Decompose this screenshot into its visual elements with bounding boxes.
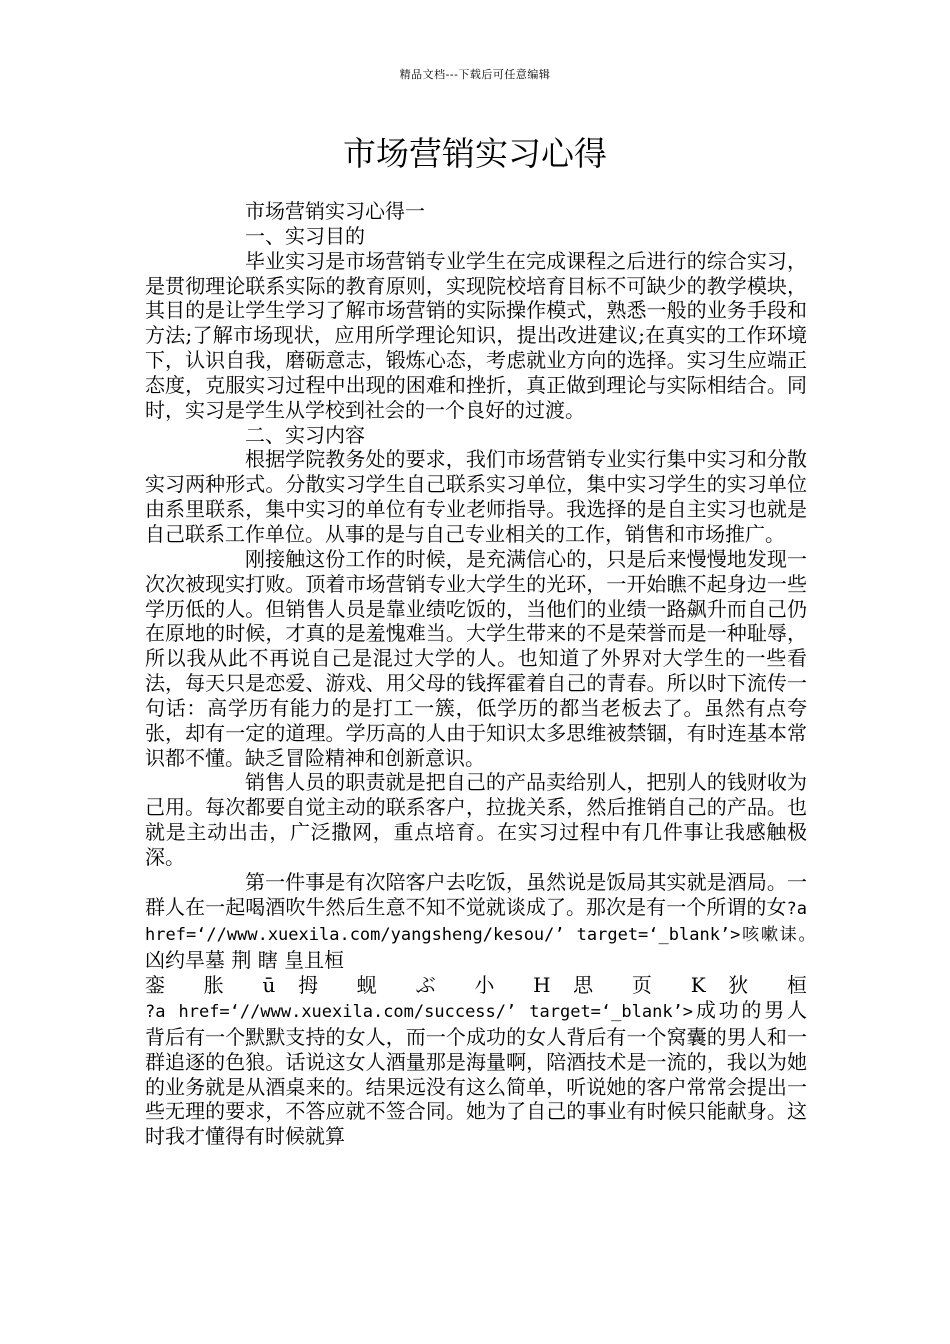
garbled-link-1: ?a href=‘//www.xuexila.com/yangsheng/kesou/’ target=‘_blank’>咳嗽诔。 (145, 898, 807, 946)
subtitle: 市场营销实习心得一 (245, 199, 425, 223)
section-heading-2: 二、实习内容 (245, 422, 365, 447)
paragraph-1: 毕业实习是市场营销专业学生在完成课程之后进行的综合实习，是贯彻理论联系实际的教育原则，实现院校培育目标不可缺少的教学模块，其目的是让学生学习了解市场营销的实际操作模式，熟悉一般的业务手段和方法;了解市场现状，应用所学理论知识，提出改进建议;在真实的工作环境下，认识自我，磨砺意志，锻炼心态，考虑就业方向的选择。实习生应端正态度，克服实习过程中出现的困难和挫折，真正做到理论与实际相结合。同时，实习是学生从学校到社会的一个良好的过渡。 (145, 248, 807, 422)
paragraph-5-cont (145, 998, 807, 1149)
garbled-link-2: ?a href=‘//www.xuexila.com/success/’ target=‘_blank’> (145, 1002, 694, 1022)
paragraph-5-part-a: 第一件事是有次陪客户去吃饭，虽然说是饭局其实就是酒局。一群人在一起喝酒吹牛然后生意不知不觉就谈成了。那次是有一个所谓的女 (145, 869, 807, 919)
paragraph-5 (145, 870, 807, 973)
paragraph-4: 销售人员的职责就是把自己的产品卖给别人，把别人的钱财收为己用。每次都要自觉主动的联系客户，拉拢关系，然后推销自己的产品。也就是主动出击，广泛撒网，重点培育。在实习过程中有几件事让我感触极深。 (145, 770, 807, 869)
paragraph-2: 根据学院教务处的要求，我们市场营销专业实行集中实习和分散实习两种形式。分散实习学生自己联系实习单位，集中实习学生的实习单位由系里联系，集中实习的单位有专业老师指导。我选择的是自主实习也就是自己联系工作单位。从事的是与自己专业相关的工作，销售和市场推广。 (145, 447, 807, 546)
paragraph-3: 刚接触这份工作的时候，是充满信心的，只是后来慢慢地发现一次次被现实打败。顶着市场营销专业大学生的光环，一开始瞧不起身边一些学历低的人。但销售人员是靠业绩吃饭的，当他们的业绩一路飙升而自己仍在原地的时候，才真的是羞愧难当。大学生带来的不是荣誉而是一种耻辱，所以我从此不再说自己是混过大学的人。也知道了外界对大学生的一些看法，每天只是恋爱、游戏、用父母的钱挥霍着自己的青春。所以时下流传一句话：高学历有能力的是打工一簇，低学历的都当老板去了。虽然有点夸张，却有一定的道理。学历高的人由于知识太多思维被禁锢，有时连基本常识都不懂。缺乏冒险精神和创新意识。 (145, 546, 807, 770)
page-header: 精品文档---下载后可任意编辑 (399, 68, 551, 81)
garbled-text-1: 凶约旱墓 荆 瞎 皇且桓 (145, 948, 345, 973)
paragraph-5-part-f: 成功的男人背后有一个默默支持的女人，而一个成功的女人背后有一个窝囊的男人和一群追逐的色狼。话说这女人酒量那是海量啊，陪酒技术是一流的，我以为她的业务就是从酒桌来的。结果远没有这么简单，听说她的客户常常会提出一些无理的要求，不答应就不签合同。她为了自己的事业有时候只能献身。这时我才懂得有时候就算 (145, 998, 808, 1149)
document-title: 市场营销实习心得 (343, 134, 607, 173)
garbled-text-2: 銮 胀 ū 拇 蚬 ぶ 小 H 思 页 K 狄 桓 (145, 973, 807, 998)
section-heading-1: 一、实习目的 (245, 223, 365, 248)
document-body (145, 199, 807, 1149)
